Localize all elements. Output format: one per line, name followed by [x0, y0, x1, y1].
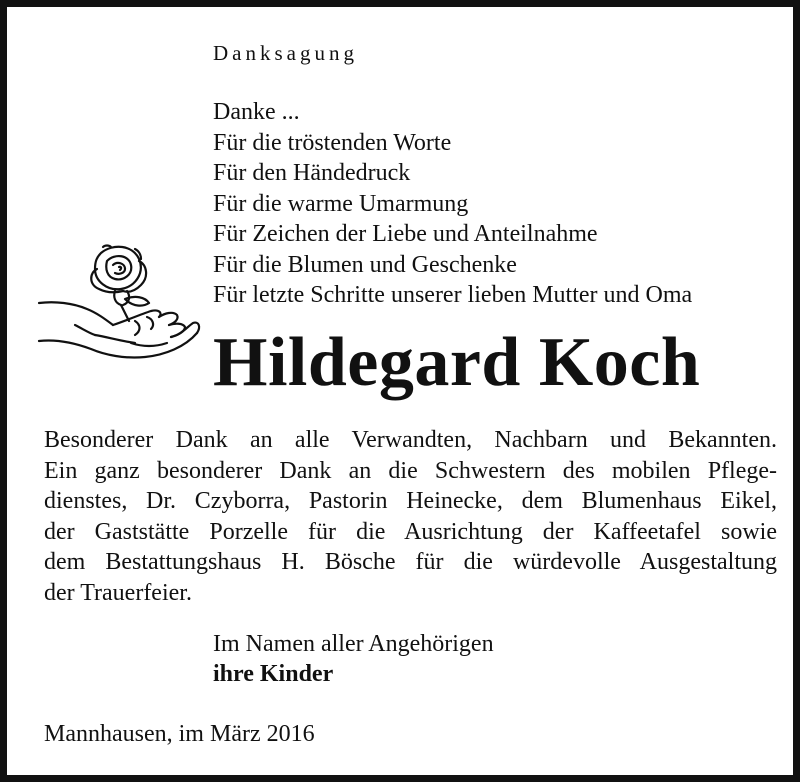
signature-line: Im Namen aller Angehörigen: [213, 631, 494, 657]
signature-name: ihre Kinder: [213, 661, 334, 687]
acknowledgement-line: Ein ganz besonderer Dank an die Schwestern des mobilen Pflege-: [44, 457, 777, 484]
acknowledgement-line: Besonderer Dank an alle Verwandten, Nachbarn und Bekannten.: [44, 427, 777, 453]
thanks-line: Danke ...: [213, 99, 300, 125]
acknowledgement-line: dienstes, Dr. Czyborra, Pastorin Heinecke, dem Blumenhaus Eikel,: [44, 488, 777, 514]
thanks-list: [213, 97, 692, 311]
acknowledgement-line: dem Bestattungshaus H. Bösche für die würdevolle Ausgestaltung: [44, 549, 777, 575]
acknowledgement-text: [44, 425, 777, 608]
thanks-line: Für die warme Umarmung: [213, 190, 469, 217]
acknowledgement-line: der Trauerfeier.: [44, 579, 192, 606]
thanks-line: Für letzte Schritte unserer lieben Mutter und Oma: [213, 282, 693, 308]
place-date: Mannhausen, im März 2016: [44, 721, 315, 747]
thanks-line: Für Zeichen der Liebe und Anteilnahme: [213, 221, 598, 247]
acknowledgement-line: der Gaststätte Porzelle für die Ausrichtung der Kaffeetafel sowie: [44, 518, 777, 545]
thanks-line: Für die Blumen und Geschenke: [213, 251, 517, 278]
deceased-name: Hildegard Koch: [213, 324, 701, 401]
notice-heading: Danksagung: [213, 41, 358, 65]
rose-in-hands-icon: [35, 239, 205, 371]
thanks-line: Für die tröstenden Worte: [213, 129, 452, 156]
thanks-line: Für den Händedruck: [213, 160, 411, 186]
